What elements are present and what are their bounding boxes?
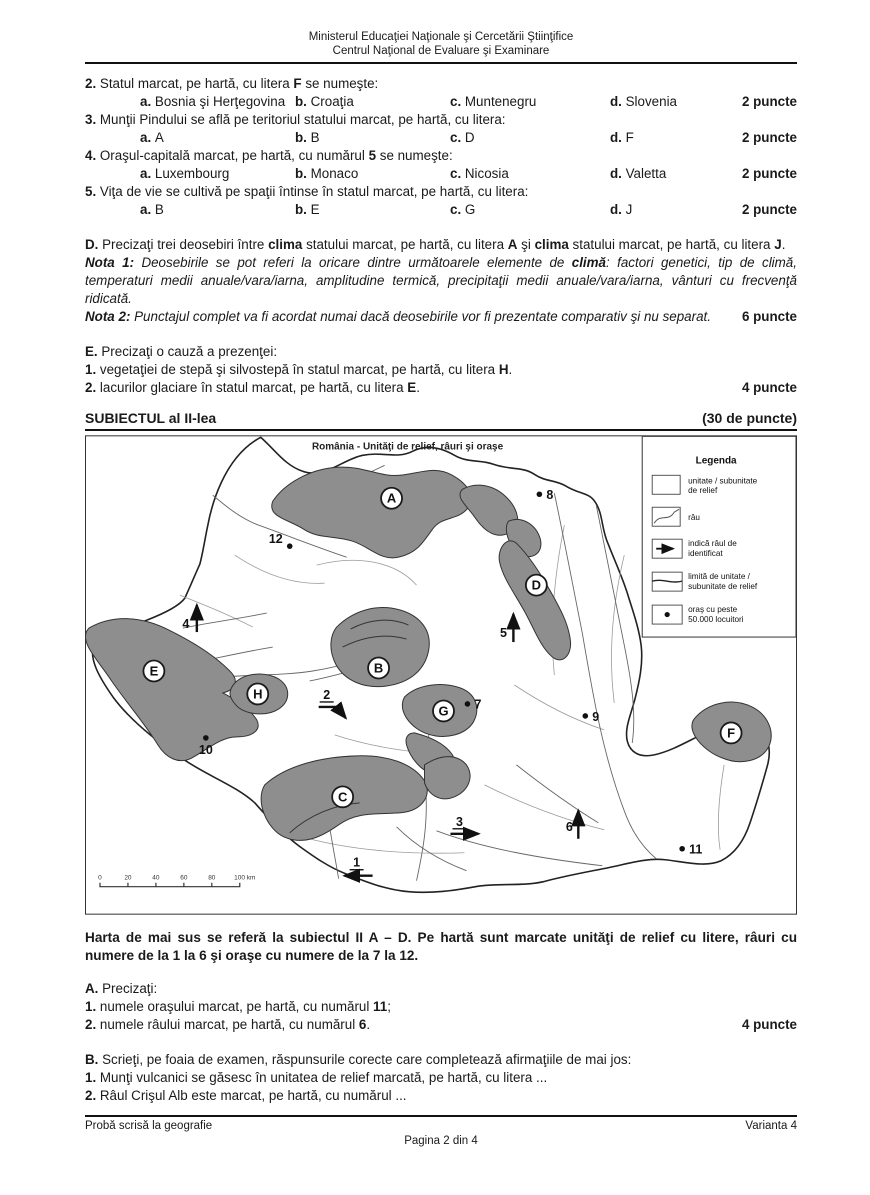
question-options (85, 93, 797, 111)
section-a (85, 980, 797, 1034)
section-a-intro: A. Precizaţi: (85, 981, 158, 996)
svg-text:8: 8 (546, 488, 554, 503)
section-d-nota2 (85, 308, 797, 326)
relief-letter-marker-f (721, 722, 742, 743)
legend-river-icon (652, 507, 680, 526)
svg-text:9: 9 (592, 709, 600, 724)
relief-letter-marker-e (143, 661, 164, 682)
legend-item-text: subunitate de relief (688, 582, 758, 592)
svg-text:G: G (438, 703, 449, 719)
footer-page-number: Pagina 2 din 4 (404, 1135, 478, 1147)
question-5 (85, 183, 797, 219)
question-stem: 5. Viţa de vie se cultivă pe spaţii întinse în statul marcat, pe hartă, cu litera: (85, 184, 529, 199)
relief-letter-marker-h (247, 683, 268, 704)
svg-text:F: F (727, 725, 736, 741)
relief-letter-marker-d (526, 575, 547, 596)
legend-item-text: unitate / subunitate (688, 476, 758, 486)
section-b (85, 1051, 797, 1105)
map-figure (85, 435, 797, 920)
question-options (85, 201, 797, 219)
nota2-text: Nota 2: Punctajul complet va fi acordat numai dacă deosebirile vor fi prezentate comparativ şi nu separat. (85, 309, 711, 324)
option-b: b. E (295, 202, 320, 217)
legend-relief-swatch (652, 475, 680, 494)
svg-text:20: 20 (124, 874, 132, 882)
section-b-intro: B. Scrieţi, pe foaia de examen, răspunsurile corecte care completează afirmaţiile de mai jos: (85, 1052, 632, 1067)
svg-text:6: 6 (565, 819, 573, 834)
map-legend (642, 436, 796, 637)
legend-item-text: identificat (688, 549, 723, 559)
svg-text:B: B (373, 660, 384, 676)
points-label: 4 puncte (741, 380, 797, 395)
option-d: d. F (610, 130, 634, 145)
svg-text:100 km: 100 km (234, 874, 256, 882)
map-title: România - Unităţi de relief, râuri şi oraşe (311, 441, 504, 453)
question-stem: 4. Oraşul-capitală marcat, pe hartă, cu numărul 5 se numeşte: (85, 148, 453, 163)
section-d (85, 236, 797, 326)
subject-2-heading (85, 409, 797, 431)
svg-text:10: 10 (198, 742, 213, 757)
question-options (85, 129, 797, 147)
points-label: 4 puncte (741, 1017, 797, 1032)
section-d-nota1: Nota 1: Deosebirile se pot referi la oricare dintre următoarele elemente de climă: factori genetici, tip de climă, temperaturi medii anuale/vara/iarna, amplitudine termică, precipitaţii medii anuale/vara/iarna, vânturi cu frecvenţă ridicată. (85, 255, 797, 306)
legend-item-text: oraş cu peste (688, 605, 738, 615)
legend-item-text: limită de unitate / (688, 572, 750, 582)
relief-letter-marker-b (368, 658, 389, 679)
option-d: d. Valetta (610, 166, 667, 181)
subject-points: (30 de puncte) (702, 410, 797, 426)
option-a: a. Luxembourg (140, 166, 230, 181)
document-header (85, 30, 797, 64)
question-stem: 3. Munţii Pindului se află pe teritoriul statului marcat, pe hartă, cu litera: (85, 112, 506, 127)
section-e-intro: E. Precizaţi o cauză a prezenţei: (85, 344, 278, 359)
svg-text:0: 0 (98, 874, 102, 882)
svg-text:40: 40 (152, 874, 160, 882)
section-e (85, 343, 797, 397)
option-b: b. Monaco (295, 166, 359, 181)
multiple-choice-questions (85, 75, 797, 219)
legend-city-dot (665, 612, 670, 617)
svg-text:2: 2 (323, 687, 331, 702)
legend-item-text: indică râul de (688, 539, 737, 549)
svg-text:4: 4 (182, 617, 190, 632)
document-footer (85, 1115, 797, 1149)
section-a-item2-row (85, 1016, 797, 1034)
question-4 (85, 147, 797, 183)
svg-text:3: 3 (456, 814, 463, 829)
section-b-item1: 1. Munţi vulcanici se găsesc în unitatea de relief marcată, pe hartă, cu litera ... (85, 1070, 548, 1085)
legend-item-text: râu (688, 513, 700, 523)
center-line: Centrul Naţional de Evaluare şi Examinare (332, 45, 550, 57)
option-b: b. Croaţia (295, 94, 354, 109)
svg-text:1: 1 (353, 855, 361, 870)
relief-letter-marker-g (433, 700, 454, 721)
svg-text:80: 80 (208, 874, 216, 882)
question-3 (85, 111, 797, 147)
svg-text:E: E (149, 663, 159, 679)
svg-text:7: 7 (474, 697, 482, 712)
svg-text:12: 12 (268, 532, 283, 547)
svg-text:A: A (386, 490, 397, 506)
option-d: d. J (610, 202, 633, 217)
svg-text:5: 5 (499, 626, 507, 641)
points-label: 2 puncte (741, 166, 797, 181)
question-stem: 2. Statul marcat, pe hartă, cu litera F se numeşte: (85, 76, 379, 91)
section-b-item2: 2. Râul Crişul Alb este marcat, pe hartă, cu numărul ... (85, 1088, 407, 1103)
svg-text:C: C (337, 789, 348, 805)
svg-text:60: 60 (180, 874, 188, 882)
option-c: c. Nicosia (450, 166, 509, 181)
option-c: c. G (450, 202, 476, 217)
option-a: a. A (140, 130, 164, 145)
footer-variant: Varianta 4 (745, 1120, 797, 1132)
option-a: a. B (140, 202, 164, 217)
option-c: c. D (450, 130, 475, 145)
section-d-paragraph: D. Precizaţi trei deosebiri între clima statului marcat, pe hartă, cu litera A şi clima statului marcat, pe hartă, cu litera J. (85, 237, 786, 252)
option-a: a. Bosnia şi Herţegovina (140, 94, 286, 109)
points-label: 2 puncte (741, 94, 797, 109)
option-c: c. Muntenegru (450, 94, 537, 109)
map-caption: Harta de mai sus se referă la subiectul II A – D. Pe hartă sunt marcate unităţi de relief cu litere, râuri cu numere de la 1 la 6 şi oraşe cu numere de la 7 la 12. (85, 930, 797, 963)
footer-exam-name: Probă scrisă la geografie (85, 1120, 213, 1132)
header-divider (85, 62, 797, 64)
points-label: 2 puncte (741, 202, 797, 217)
relief-letter-marker-a (381, 488, 402, 509)
subject-title: SUBIECTUL al II-lea (85, 410, 217, 426)
points-label: 2 puncte (741, 130, 797, 145)
legend-title: Legenda (695, 455, 737, 467)
legend-item-text: de relief (688, 486, 718, 496)
svg-text:D: D (531, 577, 542, 593)
section-a-item1: 1. numele oraşului marcat, pe hartă, cu numărul 11; (85, 999, 391, 1014)
option-b: b. B (295, 130, 320, 145)
svg-text:H: H (253, 686, 263, 702)
svg-text:11: 11 (689, 842, 703, 857)
ministry-line: Ministerul Educaţiei Naţionale şi Cercetării Ştiinţifice (308, 31, 574, 43)
romania-map (85, 435, 797, 915)
question-options (85, 165, 797, 183)
question-2 (85, 75, 797, 111)
section-e-item2: 2. lacurilor glaciare în statul marcat, pe hartă, cu litera E. (85, 380, 420, 395)
option-d: d. Slovenia (610, 94, 677, 109)
legend-item-text: 50.000 locuitori (688, 615, 744, 625)
section-e-item1: 1. vegetaţiei de stepă şi silvostepă în statul marcat, pe hartă, cu litera H. (85, 362, 513, 377)
points-label: 6 puncte (741, 309, 797, 324)
section-e-item2-row (85, 379, 797, 397)
section-a-item2: 2. numele râului marcat, pe hartă, cu numărul 6. (85, 1017, 371, 1032)
relief-letter-marker-c (332, 786, 353, 807)
